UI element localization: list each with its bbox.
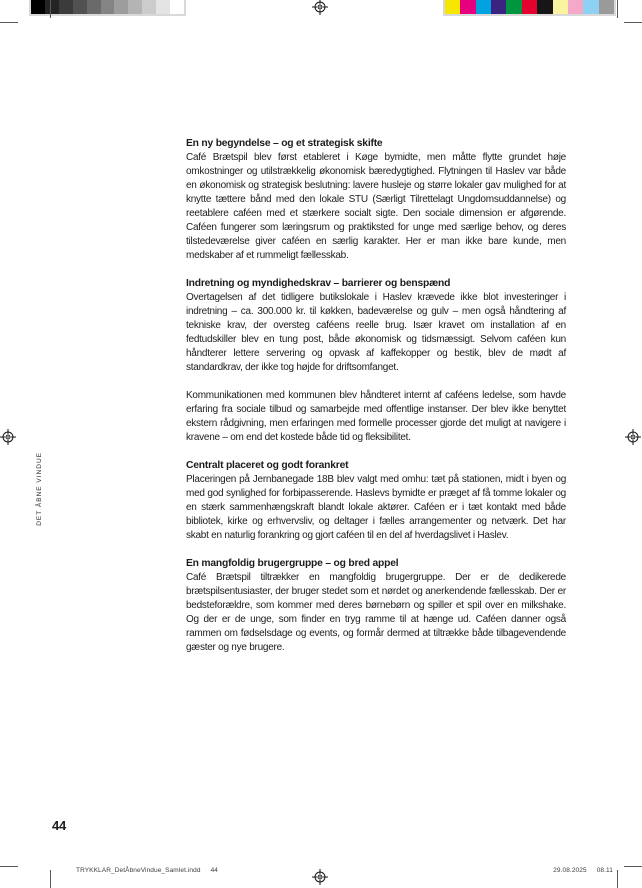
calibration-swatch xyxy=(491,0,506,14)
section-heading: Indretning og myndighedskrav – barrierer og benspænd xyxy=(186,278,451,289)
registration-mark-top-icon xyxy=(312,0,328,15)
article-section xyxy=(186,459,566,543)
article-section xyxy=(186,277,566,445)
color-calibration-bar xyxy=(443,0,616,16)
calibration-swatch xyxy=(599,0,614,14)
section-heading: En mangfoldig brugergruppe – og bred appel xyxy=(186,558,399,569)
calibration-swatch xyxy=(583,0,598,14)
registration-mark-left-icon xyxy=(0,429,16,445)
footer-datetime xyxy=(553,867,613,874)
calibration-swatch xyxy=(506,0,521,14)
calibration-swatch xyxy=(537,0,552,14)
calibration-swatch xyxy=(128,0,142,14)
footer-page-ref: 44 xyxy=(210,867,219,874)
crop-mark-top-left-horizontal xyxy=(0,22,18,23)
registration-mark-right-icon xyxy=(625,429,641,445)
crop-mark-top-right-horizontal xyxy=(624,22,642,23)
calibration-swatch xyxy=(553,0,568,14)
crop-mark-bottom-left-vertical xyxy=(50,870,51,888)
section-heading: Centralt placeret og godt forankret xyxy=(186,460,349,471)
calibration-swatch xyxy=(73,0,87,14)
calibration-swatch xyxy=(31,0,45,14)
footer-date: 29.08.2025 xyxy=(553,867,587,874)
calibration-swatch xyxy=(59,0,73,14)
spine-label: DET ÅBNE VINDUE xyxy=(36,452,43,526)
calibration-swatch xyxy=(142,0,156,14)
calibration-swatch xyxy=(114,0,128,14)
grayscale-calibration-bar xyxy=(29,0,186,16)
calibration-swatch xyxy=(476,0,491,14)
registration-mark-bottom-icon xyxy=(312,869,328,885)
calibration-swatch xyxy=(445,0,460,14)
crop-mark-bottom-left-horizontal xyxy=(0,866,18,867)
calibration-swatch xyxy=(156,0,170,14)
calibration-swatch xyxy=(460,0,475,14)
article-section xyxy=(186,557,566,655)
calibration-swatch xyxy=(101,0,115,14)
paragraph: Kommunikationen med kommunen blev håndteret internt af caféens ledelse, som havde erfaring fra sociale tilbud og samarbejde med offentlige instanser. Der blev ikke benyttet ekstern rådgivning, men erfaringen med formelle processer gjorde det muligt at navigere i kravene – om end det kostede både tid og fleksibilitet. xyxy=(186,390,566,443)
article-section xyxy=(186,137,566,263)
calibration-swatch xyxy=(568,0,583,14)
paragraph: Overtagelsen af det tidligere butikslokale i Haslev krævede ikke blot investeringer i indretning – ca. 300.000 kr. til køkken, badeværelse og gulv – men også håndtering af tekniske krav, der oversteg caféens reelle brug. Især kravet om installation af en fedtudskiller blev en tung post, både økonomisk og tidsmæssigt. Selvom caféen kun håndterer lettere servering og opvask af kaffekopper og bestik, blev de mødt af standardkrav, der ikke tog højde for driftsomfanget. xyxy=(186,292,566,373)
footer-filename xyxy=(76,867,218,874)
calibration-swatch xyxy=(522,0,537,14)
footer-filename-text: TRYKKLAR_DetÅbneVindue_Samlet.indd xyxy=(76,867,201,874)
calibration-swatch xyxy=(87,0,101,14)
crop-mark-bottom-right-vertical xyxy=(617,870,618,888)
footer-time: 08.11 xyxy=(596,867,613,874)
paragraph: Café Brætspil tiltrækker en mangfoldig brugergruppe. Der er de dedikerede brætspilsentusiaster, der bruger stedet som et nørdet og anerkendende fællesskab. Der er bedsteforældre, som kommer med deres børnebørn og spiller et spil over en milkshake. Og der er de unge, som finder en tryg ramme til at hænge ud. Caféen danner også rammen om fødselsdage og events, og formår dermed at tiltrække både tilbagevendende gæster og nye brugere. xyxy=(186,572,566,653)
crop-mark-top-right-vertical xyxy=(617,0,618,18)
page-number: 44 xyxy=(52,818,67,833)
calibration-swatch xyxy=(170,0,184,14)
crop-mark-bottom-right-horizontal xyxy=(624,866,642,867)
paragraph: Café Brætspil blev først etableret i Køge bymidte, men måtte flytte grundet høje omkostninger og utilstrækkelig økonomisk bæredygtighed. Flytningen til Haslev var både en økonomisk og strategisk beslutning: lavere husleje og større lokaler gav mulighed for at knytte tættere bånd med den lokale STU (Særligt Tilrettelagt Ungdomsuddannelse) og reetablere caféen med et stærkere socialt sigte. Den sociale dimension er afgørende. Caféen fungerer som læringsrum og praktiksted for unge med særlige behov, og deres tilstedeværelse giver caféen en særlig karakter. Her er man ikke bare kunde, men medskaber af et rummeligt fællesskab. xyxy=(186,152,566,261)
crop-mark-top-left-vertical xyxy=(50,0,51,18)
paragraph: Placeringen på Jernbanegade 18B blev valgt med omhu: tæt på stationen, midt i byen og med god synlighed for forbipasserende. Haslevs bymidte er præget af få tomme lokaler og en stærk sammenhængskraft blandt lokale aktører. Caféen er i tæt kontakt med både bibliotek, kirke og erhvervsliv, og deltager i fælles arrangementer og netværk. Det har skabt en naturlig forankring og gjort caféen til en del af hverdagslivet i Haslev. xyxy=(186,474,566,541)
section-heading: En ny begyndelse – og et strategisk skifte xyxy=(186,138,383,149)
calibration-swatch xyxy=(45,0,59,14)
article xyxy=(186,137,566,655)
